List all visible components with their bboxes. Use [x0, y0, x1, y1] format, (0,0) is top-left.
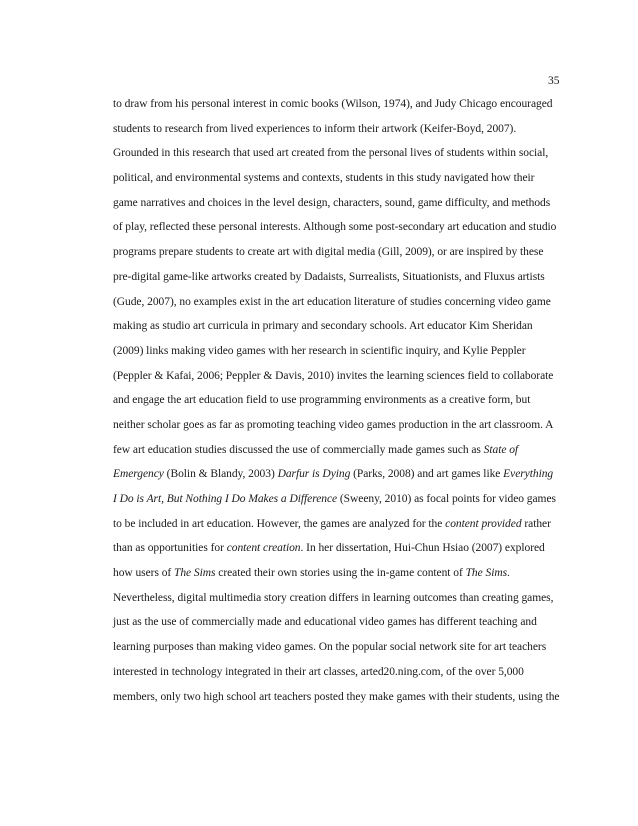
page-number: 35	[548, 75, 560, 87]
text-run: interested in technology integrated in their art classes, arted20.ning.com, of the over 5,000	[113, 665, 524, 678]
italic-text-run: content provided	[445, 517, 522, 530]
text-line	[113, 462, 553, 487]
text-line	[113, 265, 553, 290]
text-run: pre-digital game-like artworks created by Dadaists, Surrealists, Situationists, and Fluxus artists	[113, 270, 545, 283]
text-run: just as the use of commercially made and educational video games has different teaching and	[113, 616, 537, 629]
text-line	[113, 610, 553, 635]
text-run: (Peppler & Kafai, 2006; Peppler & Davis, 2010) invites the learning sciences field to collaborate	[113, 369, 554, 382]
text-line	[113, 660, 553, 685]
text-line	[113, 117, 553, 142]
italic-text-run: I Do is Art, But Nothing I Do Makes a Difference	[113, 493, 338, 505]
text-run: of play, reflected these personal interests. Although some post-secondary art education and studio	[113, 221, 557, 234]
text-run: . In her dissertation, Hui-Chun Hsiao (2007) explored	[300, 542, 545, 555]
text-line	[113, 240, 553, 265]
text-run: political, and environmental systems and contexts, students in this study navigated how their	[113, 172, 535, 185]
text-run: (2009) links making video games with her research in scientific inquiry, and Kylie Peppler	[113, 344, 526, 357]
text-run: Nevertheless, digital multimedia story creation differs in learning outcomes than creating games,	[113, 591, 554, 604]
italic-text-run: Emergency	[113, 468, 164, 481]
text-run: to be included in art education. However, the games are analyzed for the	[113, 517, 446, 530]
body-paragraph	[113, 92, 560, 709]
italic-text-run: content creation	[226, 542, 301, 555]
text-run: .	[507, 567, 510, 580]
text-line	[113, 487, 556, 512]
italic-text-run: The Sims	[465, 567, 508, 580]
text-run: (Sweeny, 2010) as focal points for video games	[337, 493, 556, 505]
text-run: created their own stories using the in-game content of	[215, 567, 466, 580]
text-line	[113, 635, 553, 660]
text-line	[113, 685, 560, 710]
text-run: students to research from lived experiences to inform their artwork (Keifer-Boyd, 2007).	[113, 122, 517, 135]
text-line	[113, 339, 553, 364]
text-line	[113, 314, 553, 339]
text-run: Grounded in this research that used art created from the personal lives of students within social,	[113, 147, 549, 160]
text-line	[113, 166, 553, 191]
italic-text-run: Everything	[503, 468, 554, 481]
text-run: few art education studies discussed the use of commercially made games such as	[113, 443, 484, 456]
text-run: to draw from his personal interest in comic books (Wilson, 1974), and Judy Chicago encouraged	[113, 98, 553, 110]
text-run: learning purposes than making video games. On the popular social network site for art teachers	[113, 641, 547, 654]
text-line	[113, 438, 553, 463]
text-line	[113, 512, 553, 537]
text-line	[113, 586, 553, 611]
text-line	[113, 388, 553, 413]
text-run: (Gude, 2007), no examples exist in the art education literature of studies concerning video game	[113, 295, 551, 308]
italic-text-run: State of	[483, 443, 519, 456]
text-run: (Parks, 2008) and art games like	[350, 468, 504, 481]
text-run: than as opportunities for	[113, 542, 227, 555]
text-line	[113, 413, 553, 438]
text-line	[113, 536, 553, 561]
text-run: programs prepare students to create art with digital media (Gill, 2009), or are inspired by these	[113, 246, 544, 259]
text-line	[113, 191, 553, 216]
text-line	[113, 92, 553, 117]
text-run: game narratives and choices in the level design, characters, sound, game difficulty, and methods	[113, 196, 551, 209]
text-run: how users of	[113, 567, 174, 580]
text-line	[113, 141, 553, 166]
text-run: (Bolin & Blandy, 2003)	[163, 468, 278, 481]
text-run: members, only two high school art teachers posted they make games with their students, using the	[113, 690, 560, 703]
text-run: and engage the art education field to use programming environments as a creative form, but	[113, 394, 531, 407]
text-run: neither scholar goes as far as promoting teaching video games production in the art classroom. A	[113, 418, 554, 431]
italic-text-run: Darfur is Dying	[277, 468, 351, 481]
text-line	[113, 290, 553, 315]
text-run: making as studio art curricula in primary and secondary schools. Art educator Kim Sheridan	[113, 320, 533, 333]
text-run: rather	[521, 517, 551, 530]
text-line	[113, 561, 553, 586]
text-line	[113, 364, 553, 389]
text-line	[113, 215, 557, 240]
italic-text-run: The Sims	[174, 567, 216, 580]
